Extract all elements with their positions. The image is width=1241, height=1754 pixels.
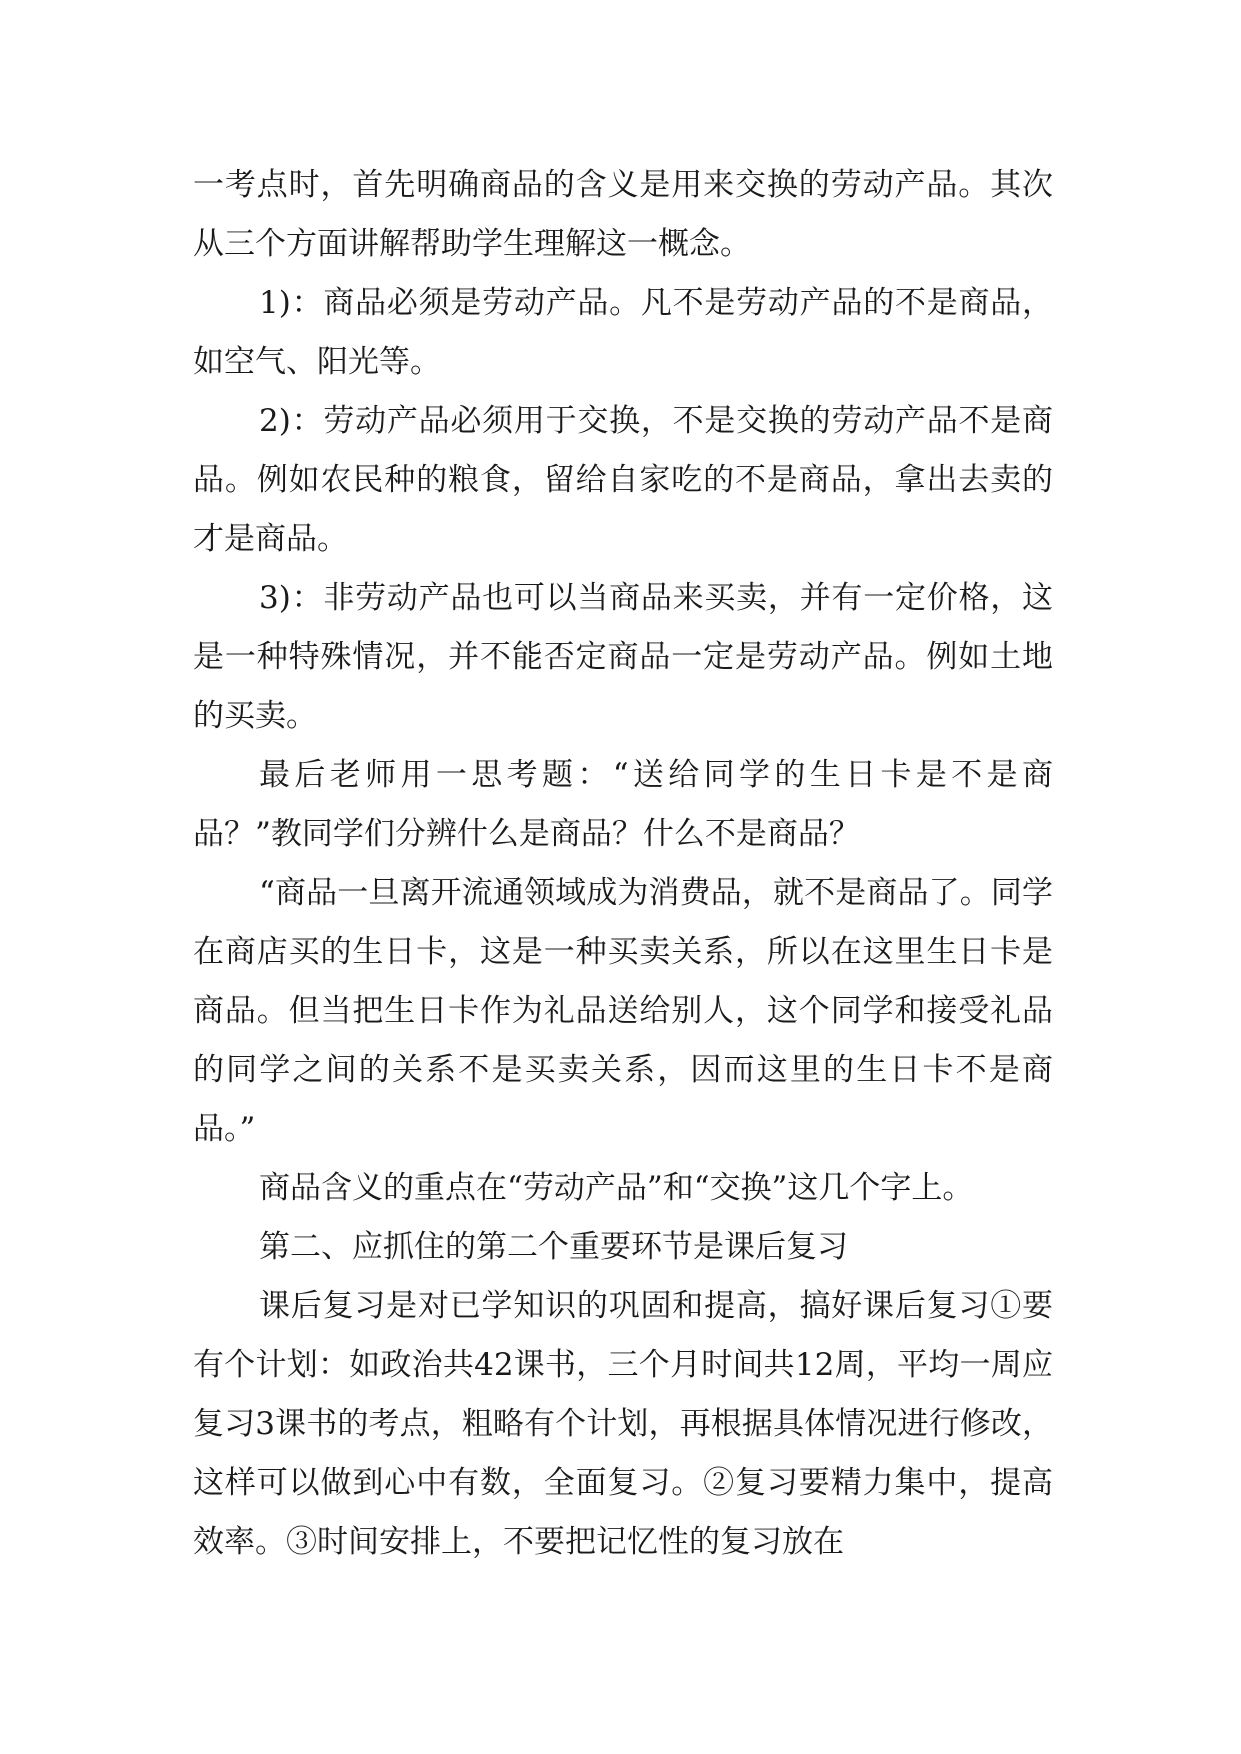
paragraph-continuation: 一考点时，首先明确商品的含义是用来交换的劳动产品。其次从三个方面讲解帮助学生理解这一概念。 (193, 167, 1053, 262)
paragraph-point-2: 2)：劳动产品必须用于交换，不是交换的劳动产品不是商品。例如农民种的粮食，留给自家吃的不是商品，拿出去卖的才是商品。 (193, 403, 1053, 557)
paragraph-question: 最后老师用一思考题：“送给同学的生日卡是不是商品？”教同学们分辨什么是商品？什么不是商品？ (193, 757, 1053, 852)
paragraph-quote: “商品一旦离开流通领域成为消费品，就不是商品了。同学在商店买的生日卡，这是一种买卖关系，所以在这里生日卡是商品。但当把生日卡作为礼品送给别人，这个同学和接受礼品的同学之间的关系不是买卖关系，因而这里的生日卡不是商品。” (193, 875, 1053, 1147)
paragraph-review: 课后复习是对已学知识的巩固和提高，搞好课后复习①要有个计划：如政治共42课书，三个月时间共12周，平均一周应复习3课书的考点，粗略有个计划，再根据具体情况进行修改，这样可以做到心中有数，全面复习。②复习要精力集中，提高效率。③时间安排上，不要把记忆性的复习放在 (193, 1288, 1053, 1560)
section-heading: 第二、应抓住的第二个重要环节是课后复习 (259, 1229, 848, 1265)
paragraph-summary: 商品含义的重点在“劳动产品”和“交换”这几个字上。 (259, 1170, 974, 1206)
paragraph-point-3: 3)：非劳动产品也可以当商品来买卖，并有一定价格，这是一种特殊情况，并不能否定商品一定是劳动产品。例如土地的买卖。 (193, 580, 1053, 734)
document-body (193, 156, 1053, 1572)
paragraph-point-1: 1)：商品必须是劳动产品。凡不是劳动产品的不是商品，如空气、阳光等。 (193, 285, 1053, 380)
